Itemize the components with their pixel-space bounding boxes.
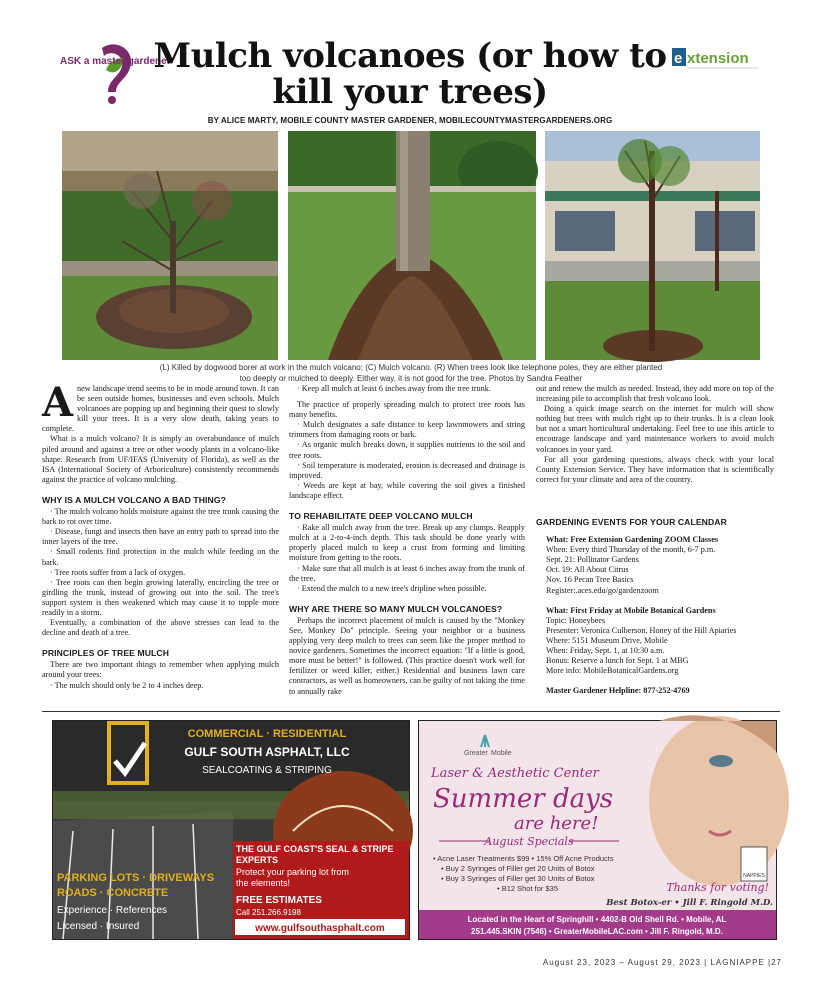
event-line: Bonus: Reserve a lunch for Sept. 1 at MBG (546, 656, 689, 666)
asphalt-company: GULF SOUTH ASPHALT, LLC (184, 745, 350, 759)
bullet: · Small rodents find protection in the mulch while feeding on the bark. (42, 547, 279, 567)
paragraph: What is a mulch volcano? It is simply an overabundance of mulch piled around and against a tree or other woody plants in a volcano-like shape. Research from UF/IFAS (University of Florida), as well as the ISA (International Society of Arboriculture) consistently recommends against the practice of volcano mulching. (42, 434, 279, 484)
laser-footer-2: 251.445.SKIN (7546) • GreaterMobileLAC.com • Jill F. Ringold, M.D. (471, 927, 723, 936)
paragraph: For all your gardening questions, always check with your local County Extension Service. They have information that is scientifically correct for your climate and area of the country. (536, 454, 774, 484)
paragraph: Perhaps the incorrect placement of mulch is caused by the "Monkey See, Monkey Do" principle. Seeing your neighbor or a business applying very deep mulch to trees can seem like the proper method to novice gardeners. Sometimes the incorrect equation: "If a little is good, more must be better!" is followed. (This practice doesn't work well for fertilizer or weed killer, either.) Residential and business lawn care contractors, as well as homeowners, can be guilty of not taking the time to annually rake (289, 615, 525, 696)
event-line: Register:.aces.edu/go/gardenzoom (546, 585, 659, 595)
photo-caption (62, 362, 760, 384)
asphalt-url: www.gulfsouthasphalt.com (255, 923, 385, 934)
drop-cap: A (42, 379, 74, 426)
laser-best: Best Botox-er • Jill F. Ringold M.D. (606, 898, 773, 908)
asphalt-promo-4: the elements! (236, 878, 291, 888)
extension-logo (672, 44, 762, 74)
asphalt-left-line-2: ROADS · CONCRETE (57, 887, 169, 899)
logo-left-text: ASK a master gardener (60, 56, 171, 67)
bullet: · Tree roots suffer from a lack of oxygen. (50, 567, 186, 577)
laser-thanks: Thanks for voting! (666, 881, 769, 894)
bullet: · The mulch should only be 2 to 4 inches deep. (50, 680, 204, 690)
bullet: · As organic mulch breaks down, it supplies nutrients to the soil and tree roots. (289, 440, 525, 460)
divider (42, 711, 780, 712)
event-line: Topic: Honeybees (546, 615, 606, 625)
event-line: More info: MobileBotanicalGardens.org (546, 666, 679, 676)
asphalt-service: SEALCOATING & STRIPING (202, 765, 332, 776)
ad-greater-mobile-laser[interactable] (418, 720, 777, 940)
laser-center-name: Laser & Aesthetic Center (431, 766, 599, 781)
photo-telephone-pole-trees (545, 131, 760, 360)
event-line: Where: 5151 Museum Drive, Mobile (546, 635, 668, 645)
heading-principles: PRINCIPLES OF TREE MULCH (42, 648, 170, 659)
paragraph: Eventually, a combination of the above stresses can lead to the decline and death of a tree. (42, 618, 279, 638)
laser-headline-1: Summer days (433, 784, 614, 814)
paragraph: There are two important things to remember when applying mulch around your trees: (42, 660, 279, 680)
heading-rehabilitate: TO REHABILITATE DEEP VOLCANO MULCH (289, 511, 473, 522)
laser-item: • Buy 2 Syringes of Filler get 20 Units of Botox (441, 864, 595, 873)
ask-master-gardener-logo (58, 40, 171, 106)
bullet: · Rake all mulch away from the tree. Break up any clumps. Reapply mulch at a 2-to-4-inch depth. This task should be done yearly with properly placed mulch to keep a crust from forming and limiting moisture from getting to the roots. (289, 523, 525, 563)
article-headline (150, 38, 670, 110)
laser-logo-word1: Greater (464, 750, 488, 757)
event-title: What: Free Extension Gardening ZOOM Classes (546, 535, 719, 545)
laser-footer-1: Located in the Heart of Springhill • 4402-B Old Shell Rd. • Mobile, AL (467, 915, 727, 924)
article-column-2 (289, 384, 525, 697)
laser-specials: August Specials (484, 835, 574, 848)
headline-line-1: Mulch volcanoes (or how to (153, 36, 667, 76)
paragraph: The practice of properly spreading mulch to protect tree roots has many benefits. (289, 400, 525, 420)
bullet: · Make sure that all mulch is at least 6 inches away from the trunk of the tree. (289, 563, 525, 583)
headline-line-2: kill your trees) (272, 72, 548, 112)
heading-events: GARDENING EVENTS FOR YOUR CALENDAR (536, 516, 727, 527)
bullet: · Soil temperature is moderated, erosion is decreased and drainage is improved. (289, 460, 525, 480)
event-line: When: Every third Thursday of the month, 6-7 p.m. (546, 545, 716, 555)
extension-logo-text: xtension (687, 50, 749, 67)
asphalt-left-line-4: Licensed · Insured (57, 921, 140, 932)
event-line: Presenter: Veronica Culberson, Honey of the Hill Apiaries (546, 625, 737, 635)
byline: BY ALICE MARTY, MOBILE COUNTY MASTER GARDENER, MOBILECOUNTYMASTERGARDENERS.ORG (207, 116, 613, 125)
asphalt-left-line-3: Experience · References (57, 905, 168, 916)
paragraph: Doing a quick image search on the internet for mulch will show nothing but trees with mulch right up to their trunks. It is a clean look but not a smart horticultural undertaking. Feel free to use this article to encourage landscape and yard maintenance workers to avoid mulch volcanoes in your yard. (536, 404, 774, 454)
asphalt-promo-2: EXPERTS (236, 855, 279, 865)
asphalt-phone: Call 251.266.9198 (236, 908, 301, 917)
helpline: Master Gardener Helpline: 877-252-4769 (546, 686, 690, 696)
heading-why-many: WHY ARE THERE SO MANY MULCH VOLCANOES? (289, 603, 503, 614)
laser-logo-word2: Mobile (491, 750, 512, 757)
heading-why-bad: WHY IS A MULCH VOLCANO A BAD THING? (42, 494, 226, 505)
bullet: · Mulch designates a safe distance to keep lawnmowers and string trimmers from damaging roots or bark. (289, 420, 525, 440)
svg-text:e: e (674, 50, 683, 67)
bullet: · Weeds are kept at bay, while covering the soil gives a finished landscape effect. (289, 480, 525, 500)
intro-paragraph: Anew landscape trend seems to be in mode around town. It can be seen outside homes, businesses and even schools. Mulch volcanoes are popping up and beginning their quest to slowly kill your trees. It is a very slow death, taking years to complete. (42, 379, 279, 434)
event-line: Nov. 16 Pecan Tree Basics (546, 575, 634, 585)
asphalt-estimates: FREE ESTIMATES (236, 895, 322, 906)
caption-line-1: (L) Killed by dogwood borer at work in the mulch volcano; (C) Mulch volcano. (R) When trees look like telephone poles, they are either planted (159, 363, 663, 372)
events-calendar (536, 517, 774, 696)
laser-item: • Acne Laser Treatments $99 • 15% Off Acne Products (433, 854, 614, 863)
photo-mulch-volcano (288, 131, 536, 360)
bullet: · Tree roots can then begin growing laterally, encircling the tree or girdling the trunk, instead of growing out into the soil. The tree's support system is then weakened which may cause it to topple more readily in a storm. (42, 577, 279, 617)
article-column-1 (42, 379, 279, 691)
bullet: · Disease, fungi and insects then have an entry path to spread into the inner layers of the tree. (42, 527, 279, 547)
asphalt-promo-3: Protect your parking lot from (236, 867, 350, 877)
event-title: What: First Friday at Mobile Botanical Gardens (546, 605, 716, 615)
event-line: Oct. 19: All About Citrus (546, 565, 629, 575)
laser-item: • Buy 3 Syringes of Filler get 30 Units of Botox (441, 874, 595, 883)
paragraph: out and renew the mulch as needed. Instead, they add more on top of the increasing pile to accomplish that fresh volcano look. (536, 384, 774, 404)
laser-badge: NAPPIES (743, 873, 765, 879)
ad-gulf-south-asphalt[interactable] (52, 720, 410, 940)
bullet: · Extend the mulch to a new tree's dripline when possible. (297, 583, 487, 593)
asphalt-left-line-1: PARKING LOTS · DRIVEWAYS (57, 872, 215, 884)
caption-line-2: too deeply or mulched to deeply. Either way, it is not good for the tree. Photos by Sandra Feather (239, 374, 583, 383)
laser-headline-2: are here! (514, 813, 599, 834)
asphalt-top-banner: COMMERCIAL · RESIDENTIAL (187, 728, 347, 740)
bullet: · The mulch volcano holds moisture against the tree trunk causing the bark to rot over time. (42, 507, 279, 527)
event-line: Sept. 21: Pollinator Gardens (546, 555, 639, 565)
photo-dogwood-borer (62, 131, 278, 360)
asphalt-promo-1: THE GULF COAST'S SEAL & STRIPE (236, 844, 394, 854)
laser-item: • B12 Shot for $35 (497, 884, 558, 893)
article-column-3 (536, 384, 774, 696)
event-line: When: Friday, Sept. 1, at 10:30 a.m. (546, 645, 665, 655)
bullet: · Keep all mulch at least 6 inches away from the tree trunk. (297, 384, 491, 393)
page-footer: August 23, 2023 – August 29, 2023 | LAGNIAPPE |27 (542, 958, 782, 967)
